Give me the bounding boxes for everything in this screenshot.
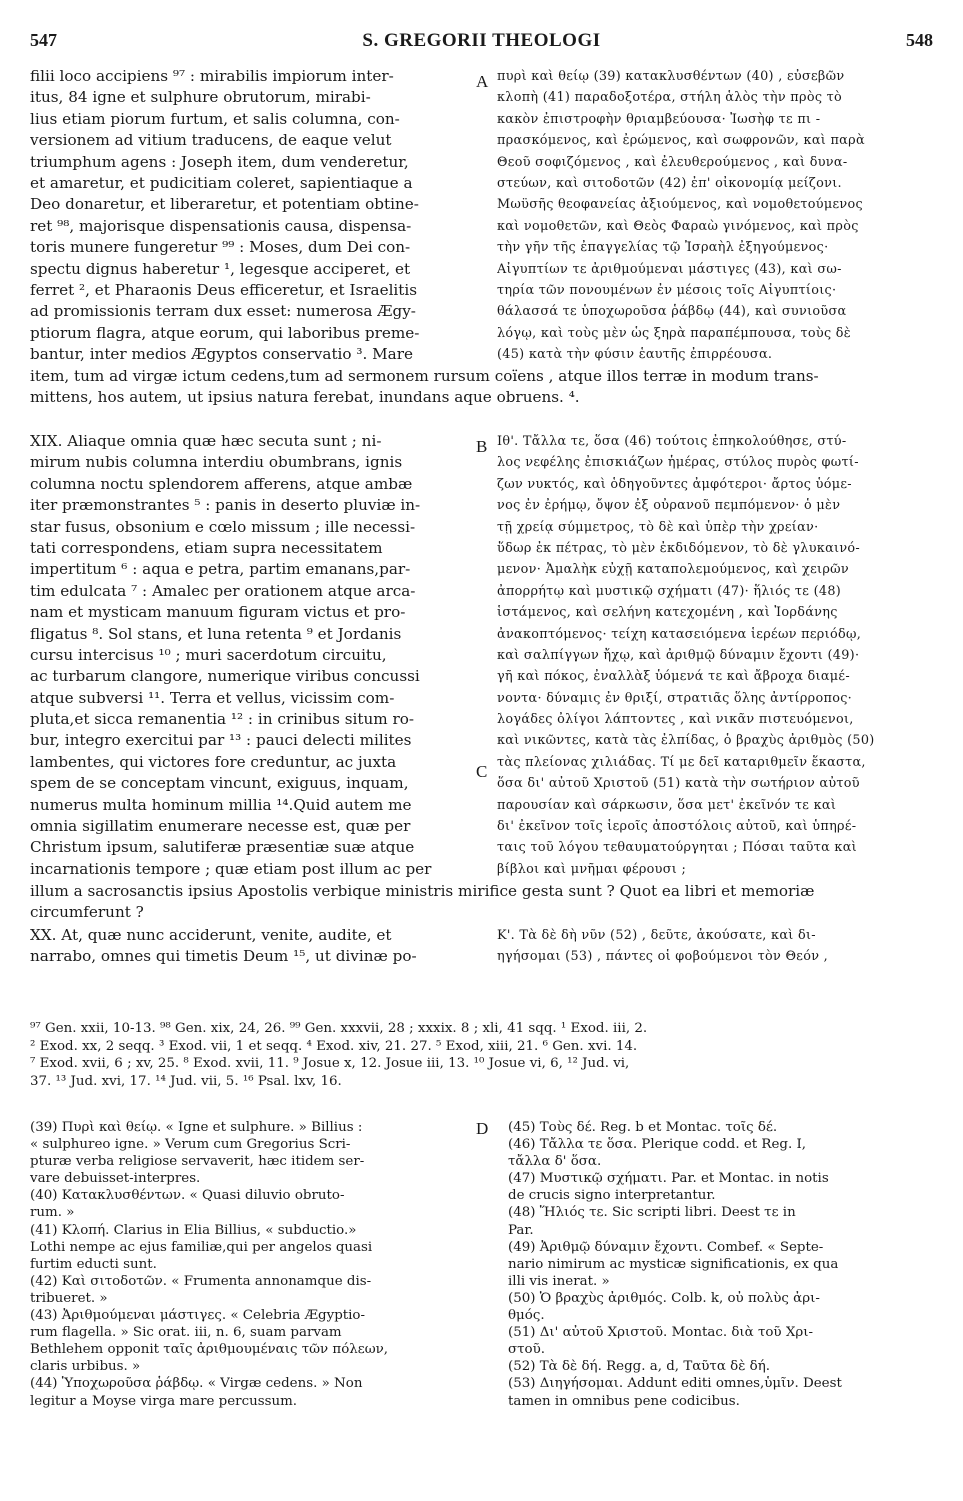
critical-note-line: Bethlehem opponit ταῖς ἀριθμουμέναις τῶν πόλεων, xyxy=(30,1342,389,1358)
greek-text-line: δι' ἐκεῖνον τοῖς ἱεροῖς ἀποστόλοις αὐτοῦ, καὶ ὑπηρέ- xyxy=(497,819,857,835)
latin-text-line: tim edulcata ⁷ : Amalec per orationem atque arca- xyxy=(30,581,416,600)
critical-note-line: (51) Δι' αὐτοῦ Χριστοῦ. Montac. διὰ τοῦ Χρι- xyxy=(508,1325,814,1341)
latin-text-line: tati correspondens, etiam supra necessitatem xyxy=(30,538,383,557)
greek-text-line: νος ἐν ἐρήμῳ, ὄψον ἐξ οὐρανοῦ πεμπόμενον· ὁ μὲν xyxy=(497,498,841,514)
critical-note-line: Par. xyxy=(508,1222,534,1238)
critical-note-line: de crucis signo interpretantur. xyxy=(508,1188,716,1204)
latin-text-line: versionem ad vitium traducens, de eaque velut xyxy=(30,131,392,150)
critical-note-line: (45) Τοὺς δέ. Reg. b et Montac. τοῖς δέ. xyxy=(508,1120,778,1135)
greek-text-line: λογάδες ὀλίγοι λάπτοντες , καὶ νικᾶν πιστευόμενοι, xyxy=(497,712,854,728)
latin-text-line: ad promissionis terram dux esset: numerosa Ægy- xyxy=(30,302,416,321)
greek-text-line: λος νεφέλης ἐπισκιάζων ἡμέρας, στύλος πυρὸς φωτί- xyxy=(497,455,859,471)
critical-note-line: θμός. xyxy=(508,1308,545,1324)
section-marker-c: C xyxy=(476,762,488,781)
latin-text-line: fligatus ⁸. Sol stans, et luna retenta ⁹ et Jordanis xyxy=(30,624,402,643)
greek-text-line: καὶ νομοθετῶν, καὶ Θεὸς Φαραὼ γινόμενος, καὶ πρὸς xyxy=(497,218,859,234)
latin-column-block-1 xyxy=(30,66,470,365)
latin-text-line: Christum ipsum, salutiferæ præsentiæ suæ atque xyxy=(30,838,415,857)
critical-note-line: pturæ verba religiose servaverit, hæc itidem ser- xyxy=(30,1154,365,1170)
scripture-reference-line: ⁷ Exod. xvii, 6 ; xv, 25. ⁸ Exod. xvii, 11. ⁹ Josue x, 12. Josue iii, 13. ¹⁰ Josue vi, 6, ¹² Jud. vi, xyxy=(30,1056,630,1071)
greek-text-line: ὅσα δι' αὐτοῦ Χριστοῦ (51) κατὰ τὴν σωτήριον αὐτοῦ xyxy=(497,776,860,792)
critical-note-line: tribueret. » xyxy=(30,1290,108,1306)
latin-text-line: Deo donaretur, et liberaretur, et potentiam obtine- xyxy=(30,195,419,214)
critical-note-line: (44) Ὑποχωροῦσα ῥάβδῳ. « Virgæ cedens. » Non xyxy=(30,1376,363,1392)
latin-text-line: ptiorum flagra, atque eorum, qui laboribus preme- xyxy=(30,323,420,342)
section-marker-a: A xyxy=(476,72,489,91)
scripture-reference-line: 37. ¹³ Jud. xvi, 17. ¹⁴ Jud. vii, 5. ¹⁶ Psal. lxv, 16. xyxy=(30,1073,342,1089)
latin-text-line: triumphum agens : Joseph item, dum venderetur, xyxy=(30,152,409,171)
latin-text-line: iter præmonstrantes ⁵ : panis in deserto pluviæ in- xyxy=(30,496,421,515)
greek-text-line: ηγήσομαι (53) , πάντες οἱ φοβούμενοι τὸν Θεόν , xyxy=(497,949,829,965)
critical-note-line: (50) Ὁ βραχὺς ἀριθμός. Colb. k, οὐ πολὺς ἀρι- xyxy=(508,1290,820,1306)
critical-note-line: (48) Ἥλιός τε. Sic scripti libri. Deest τε in xyxy=(508,1205,796,1221)
greek-text-line: μενον· Ἀμαλὴκ εὐχῇ καταπολεμούμενος, καὶ χειρῶν xyxy=(497,562,849,578)
latin-text-line: toris munere fungeretur ⁹⁹ : Moses, dum Dei con- xyxy=(30,238,411,257)
critical-notes-left xyxy=(30,1119,470,1410)
latin-text-line: mirum nubis columna interdiu obumbrans, ignis xyxy=(30,453,403,472)
critical-note-line: nario nimirum ac mysticæ significationis, ex qua xyxy=(508,1256,839,1272)
greek-text-line: Ιθ'. Τἄλλα τε, ὅσα (46) τούτοις ἐπηκολούθησε, στύ- xyxy=(497,434,847,449)
critical-notes-right xyxy=(508,1119,938,1410)
critical-note-line: (53) Διηγήσομαι. Addunt editi omnes,ὑμῖν. Deest xyxy=(508,1376,842,1392)
greek-column-block-1 xyxy=(497,66,937,365)
greek-text-line: θάλασσά τε ὑποχωροῦσα ῥάβδῳ (44), καὶ συνιοῦσα xyxy=(497,304,847,320)
critical-note-line: (43) Ἀριθμούμεναι μάστιγες. « Celebria Ægyptio- xyxy=(30,1308,366,1324)
latin-text-line: cursu intercisus ¹⁰ ; muri sacerdotum circuitu, xyxy=(30,645,387,664)
critical-note-line: claris urbibus. » xyxy=(30,1359,141,1375)
greek-text-line: ἀπορρήτῳ καὶ μυστικῷ σχήματι (47)· ἥλιός τε (48) xyxy=(497,583,842,599)
right-page-number: 548 xyxy=(906,30,933,50)
latin-text-line: illum a sacrosanctis ipsius Apostolis verbique ministris mirifice gesta sunt ? Quot ea libri et memoriæ xyxy=(30,882,815,900)
greek-text-line: καὶ σαλπίγγων ἤχῳ, καὶ ἀριθμῷ δύναμιν ἔχοντι (49)· xyxy=(497,647,860,663)
greek-text-line: τῇ χρείᾳ σύμμετρος, τὸ δὲ καὶ ὑπὲρ τὴν χρείαν· xyxy=(497,519,819,535)
latin-column-block-2 xyxy=(30,431,470,880)
critical-note-line: (46) Τἄλλα τε ὅσα. Plerique codd. et Reg. I, xyxy=(508,1137,807,1153)
latin-text-line: pluta,et sicca remanentia ¹² : in crinibus situm ro- xyxy=(30,710,415,729)
latin-text-line: nam et mysticam manuum figuram victus et pro- xyxy=(30,603,406,622)
greek-text-line: Θεοῦ σοφιζόμενος , καὶ ἐλευθερούμενος , καὶ δυνα- xyxy=(497,154,848,170)
greek-text-line: πυρὶ καὶ θείῳ (39) κατακλυσθέντων (40) , εὐσεβῶν xyxy=(497,69,845,84)
scripture-reference-line: ² Exod. xx, 2 seqq. ³ Exod. vii, 1 et seqq. ⁴ Exod. xiv, 21. 27. ⁵ Exod, xiii, 21. ⁶ Gen. xvi. 14. xyxy=(30,1038,638,1054)
critical-note-line: στοῦ. xyxy=(508,1342,546,1358)
critical-note-line: illi vis inerat. » xyxy=(508,1273,610,1289)
latin-text-line: bur, integro exercitui par ¹³ : pauci delecti milites xyxy=(30,731,412,750)
greek-text-line: ταις τοῦ λόγου τεθαυματούργηται ; Πόσαι ταῦτα καὶ xyxy=(497,840,857,856)
critical-note-line: (52) Τὰ δὲ δή. Regg. a, d, Ταῦτα δὲ δή. xyxy=(508,1359,770,1375)
critical-note-line: vare debuisset-interpres. xyxy=(30,1171,201,1187)
critical-note-line: rum flagella. » Sic orat. iii, n. 6, suam parvam xyxy=(30,1325,342,1341)
critical-note-line: « sulphureo igne. » Verum cum Gregorius Scri- xyxy=(30,1137,351,1153)
critical-note-line: (41) Κλοπή. Clarius in Elia Billius, « subductio.» xyxy=(30,1222,357,1238)
left-page-number: 547 xyxy=(30,30,57,50)
latin-text-line: item, tum ad virgæ ictum cedens,tum ad sermonem rursum coïens , atque illos terræ in modum trans- xyxy=(30,367,819,385)
critical-note-line: (40) Κατακλυσθέντων. « Quasi diluvio obrutо- xyxy=(30,1188,345,1204)
critical-note-line: τἄλλα δ' ὅσα. xyxy=(508,1154,602,1170)
greek-text-line: νοντα· δύναμις ἐν θριξί, στρατιᾶς ὅλης ἀντίρροπος· xyxy=(497,690,853,706)
section-marker-d: D xyxy=(476,1119,489,1138)
critical-note-line: furtim educti sunt. xyxy=(30,1256,157,1272)
latin-column-block-3 xyxy=(30,925,470,968)
page-header xyxy=(30,30,933,60)
greek-column-block-3 xyxy=(497,925,937,968)
section-marker-b: B xyxy=(476,437,488,456)
running-title: S. GREGORII THEOLOGI xyxy=(362,30,601,51)
latin-text-line: itus, 84 igne et sulphure obrutorum, mirabi- xyxy=(30,88,371,107)
latin-text-line: XIX. Aliaque omnia quæ hæc secuta sunt ; ni- xyxy=(30,432,382,450)
greek-text-line: λόγῳ, καὶ τοὺς μὲν ὡς ξηρὰ παραπέμπουσα, τοὺς δὲ xyxy=(497,325,851,341)
latin-text-line: spem de se conceptam vincunt, exiguus, inquam, xyxy=(30,774,409,793)
critical-note-line: (47) Μυστικῷ σχήματι. Par. et Montac. in notis xyxy=(508,1171,829,1187)
latin-text-line: atque subversi ¹¹. Terra et vellus, vicissim com- xyxy=(30,688,395,707)
greek-text-line: ὕδωρ ἐκ πέτρας, τὸ μὲν ἐκδιδόμενον, τὸ δὲ γλυκαινό- xyxy=(497,540,861,556)
greek-text-line: πρασκόμενος, καὶ ἐρώμενος, καὶ σωφρονῶν, καὶ παρὰ xyxy=(497,133,865,149)
greek-text-line: καὶ νικῶντες, κατὰ τὰς ἐλπίδας, ὁ βραχὺς ἀριθμὸς (50) xyxy=(497,733,875,749)
latin-text-line: lambentes, qui victores fore creduntur, ac juxta xyxy=(30,752,397,771)
critical-note-line: rum. » xyxy=(30,1205,75,1221)
critical-note-line: tamen in omnibus pene codicibus. xyxy=(508,1393,740,1409)
greek-text-line: ζων νυκτός, καὶ ὁδηγοῦντες ἀμφότεροι· ἄρτος ὑόμε- xyxy=(497,476,852,492)
greek-column-block-2 xyxy=(497,431,937,880)
greek-text-line: Μωϋσῆς θεοφανείας ἀξιούμενος, καὶ νομοθετούμενος xyxy=(497,197,863,213)
critical-note-line: legitur a Moyse virga mare percussum. xyxy=(30,1393,298,1409)
latin-text-line: narrabo, omnes qui timetis Deum ¹⁵, ut divinæ po- xyxy=(30,947,417,966)
latin-text-line: filii loco accipiens ⁹⁷ : mirabilis impiorum inter- xyxy=(30,67,394,85)
critical-note-line: Lothi nempe ac ejus familiæ,qui per angelos quasi xyxy=(30,1239,373,1255)
scripture-reference-line: ⁹⁷ Gen. xxii, 10-13. ⁹⁸ Gen. xix, 24, 26. ⁹⁹ Gen. xxxvii, 28 ; xxxix. 8 ; xli, 41 sqq. ¹ Exod. iii, 2. xyxy=(30,1021,648,1036)
greek-text-line: Αἰγυπτίων τε ἀριθμούμεναι μάστιγες (43), καὶ σω- xyxy=(497,261,842,277)
greek-text-line: τὴν γῆν τῆς ἐπαγγελίας τῷ Ἰσραὴλ ἐξηγούμενος· xyxy=(497,240,829,256)
greek-text-line: παρουσίαν καὶ σάρκωσιν, ὅσα μετ' ἐκεῖνόν τε καὶ xyxy=(497,797,837,813)
latin-text-line: ret ⁹⁸, majorisque dispensationis causa, dispensa- xyxy=(30,216,412,235)
greek-text-line: κλοπὴ (41) παραδοξοτέρα, στήλη ἁλὸς τὴν πρὸς τὸ xyxy=(497,90,843,106)
latin-text-line: mittens, hos autem, ut ipsius natura ferebat, inundans aque obruens. ⁴. xyxy=(30,388,580,407)
latin-text-line: lius etiam piorum furtum, et salis columna, con- xyxy=(30,109,400,128)
full-width-block-2 xyxy=(30,881,935,924)
latin-text-line: ferret ², et Pharaonis Deus efficeretur, et Israelitis xyxy=(30,280,418,299)
greek-text-line: Κ'. Τὰ δὲ δὴ νῦν (52) , δεῦτε, ἀκούσατε, καὶ δι- xyxy=(497,928,816,943)
full-width-block-1 xyxy=(30,366,935,409)
latin-text-line: bantur, inter medios Ægyptos conservatio ³. Mare xyxy=(30,345,413,364)
critical-note-line: (49) Ἀριθμῷ δύναμιν ἔχοντι. Combef. « Septe- xyxy=(508,1239,824,1255)
greek-text-line: βίβλοι καὶ μνῆμαι φέρουσι ; xyxy=(497,861,687,877)
greek-text-line: ἀνακοπτόμενος· τείχη κατασειόμενα ἱερέων περιόδῳ, xyxy=(497,626,862,642)
scripture-references xyxy=(30,1020,935,1090)
latin-text-line: star fusus, obsonium e cœlo missum ; ille necessi- xyxy=(30,517,416,536)
critical-note-line: (39) Πυρὶ καὶ θείῳ. « Igne et sulphure. » Billius : xyxy=(30,1120,363,1135)
greek-text-line: ἱστάμενος, καὶ σελήνη κατεχομένη , καὶ Ἰορδάνης xyxy=(497,605,838,621)
latin-text-line: XX. At, quæ nunc acciderunt, venite, audite, et xyxy=(30,926,392,944)
latin-text-line: et amaretur, et pudicitiam coleret, sapientiaque a xyxy=(30,173,413,192)
greek-text-line: τηρία τῶν πονουμένων ἐν μέσοις τοῖς Αἰγυπτίοις· xyxy=(497,282,837,298)
greek-text-line: στεύων, καὶ σιτοδοτῶν (42) ἐπ' οἰκονομίᾳ μείζονι. xyxy=(497,175,842,191)
greek-text-line: τὰς πλείονας χιλιάδας. Τί με δεῖ καταριθμεῖν ἕκαστα, xyxy=(497,754,866,770)
greek-text-line: γῆ καὶ πόκος, ἐναλλὰξ ὑόμενά τε καὶ ἄβροχα διαμέ- xyxy=(497,669,850,685)
latin-text-line: omnia sigillatim enumerare necesse est, quæ per xyxy=(30,817,411,836)
latin-text-line: columna noctu splendorem afferens, atque ambæ xyxy=(30,474,413,493)
latin-text-line: ac turbarum clangore, numerique viribus concussi xyxy=(30,667,420,686)
greek-text-line: κακὸν ἐπιστροφὴν θριαμβεύουσα· Ἰωσὴφ τε πι - xyxy=(497,111,821,127)
latin-text-line: incarnationis tempore ; quæ etiam post illum ac per xyxy=(30,859,432,878)
greek-text-line: (45) κατὰ τὴν φύσιν ἑαυτῆς ἐπιρρέουσα. xyxy=(497,347,773,363)
critical-note-line: (42) Καὶ σιτοδοτῶν. « Frumenta annonamque dis- xyxy=(30,1273,372,1289)
latin-text-line: numerus multa hominum millia ¹⁴.Quid autem me xyxy=(30,795,412,814)
latin-text-line: impertitum ⁶ : aqua e petra, partim emanans,par- xyxy=(30,560,411,579)
latin-text-line: circumferunt ? xyxy=(30,903,144,922)
latin-text-line: spectu dignus haberetur ¹, legesque acciperet, et xyxy=(30,259,411,278)
